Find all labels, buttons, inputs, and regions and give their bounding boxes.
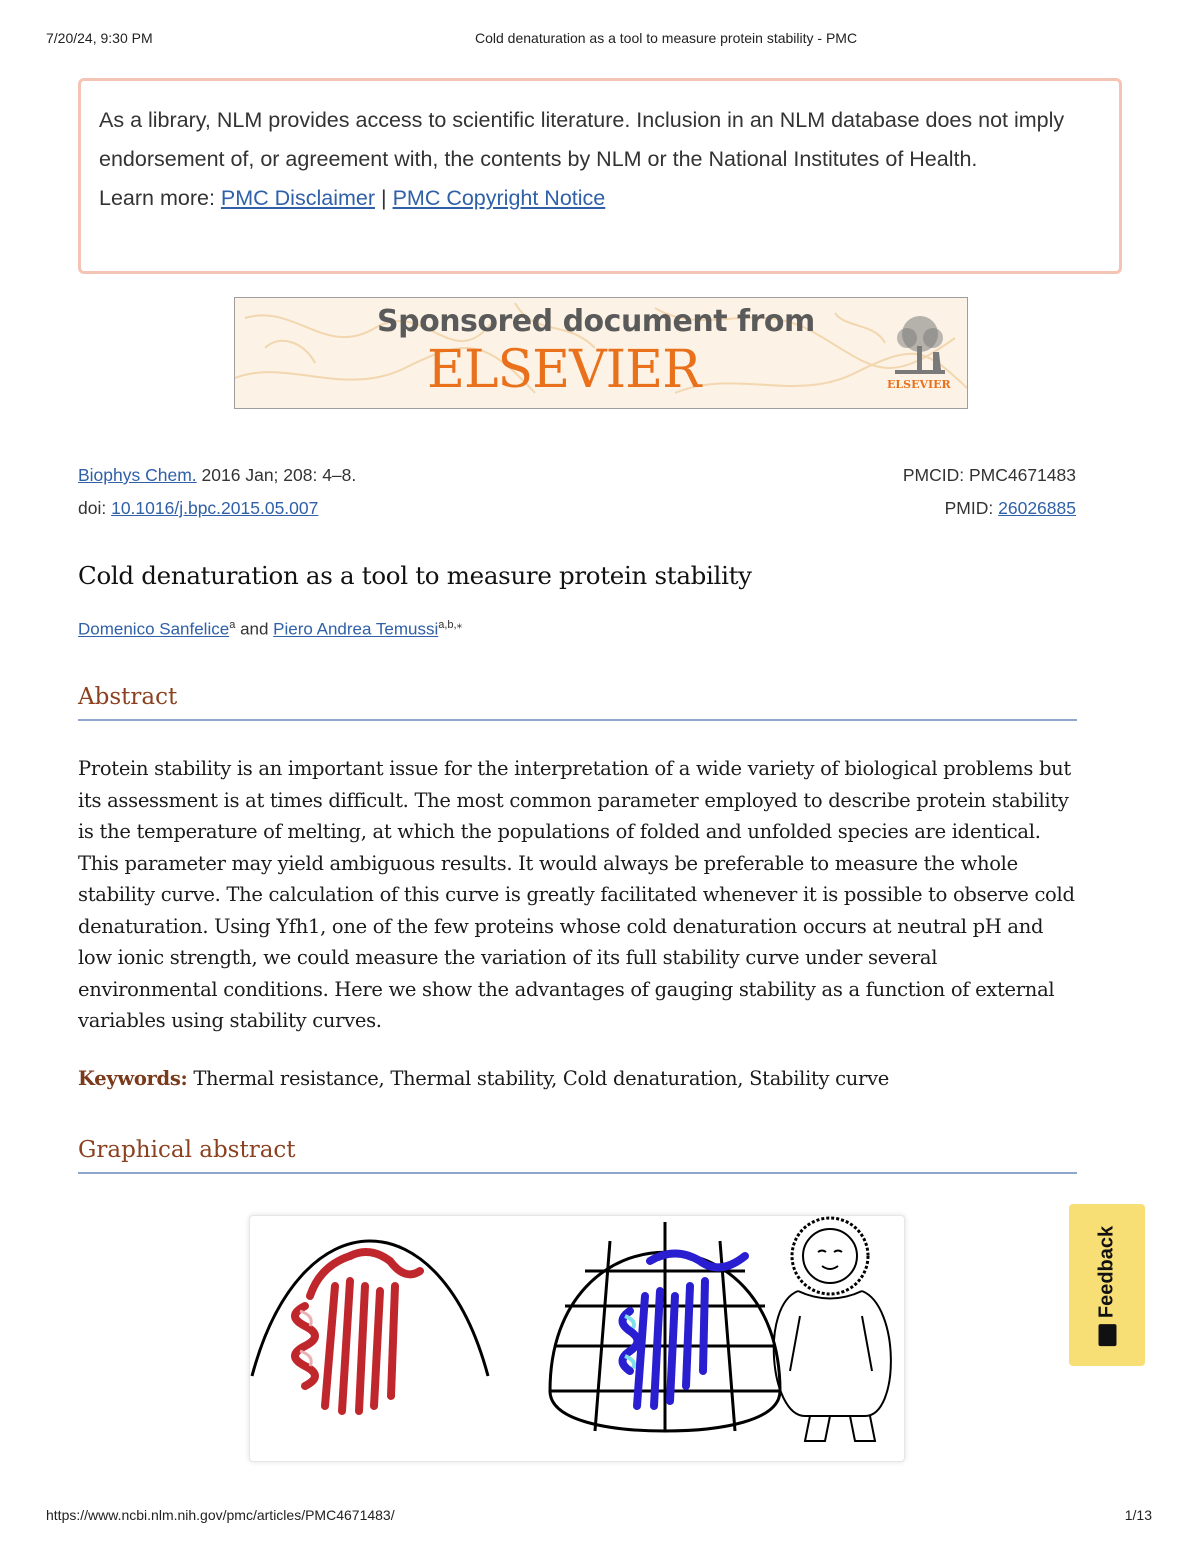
nlm-notice: [78, 78, 1122, 274]
citation-line: [78, 465, 356, 486]
author-list: [78, 618, 462, 640]
banner-line1: Sponsored document from: [377, 304, 815, 339]
author2-affiliation: a,b,⁎: [438, 619, 463, 631]
citation-date: 2016 Jan; 208: 4–8.: [201, 465, 357, 485]
feedback-label: Feedback: [1095, 1225, 1118, 1319]
sponsored-banner[interactable]: [234, 297, 968, 409]
red-protein-icon: [295, 1252, 420, 1411]
author-and: and: [240, 619, 269, 639]
banner-logo-text: ELSEVIER: [887, 378, 951, 391]
print-datetime: 7/20/24, 9:30 PM: [46, 30, 153, 46]
pmcid-value: PMC4671483: [968, 465, 1076, 485]
pmid-line: [945, 498, 1076, 519]
graphical-abstract-rule: [78, 1172, 1077, 1174]
abstract-text: Protein stability is an important issue for the interpretation of a wide variety of biological problems but its assessment is at times difficult. The most common parameter employed to describe protein stability is the temperature of melting, at which the populations of folded and unfolded species are identical. This parameter may yield ambiguous results. It would always be preferable to measure the whole stability curve. The calculation of this curve is greatly facilitated whenever it is possible to observe cold denaturation. Using Yfh1, one of the few proteins whose cold denaturation occurs at neutral pH and low ionic strength, we could measure the variation of its full stability curve under several environmental conditions. Here we show the advantages of gauging stability as a function of external variables using stability curves.: [78, 757, 1075, 1032]
banner-line2: ELSEVIER: [427, 340, 701, 400]
learn-more-label: Learn more:: [99, 186, 215, 210]
graphical-abstract-figure[interactable]: [249, 1215, 905, 1462]
notice-text: As a library, NLM provides access to scientific literature. Inclusion in an NLM database does not imply endorsement of, or agreement with, the contents by NLM or the National Institutes of Health.: [99, 108, 1065, 171]
pmcid-label: PMCID:: [902, 465, 965, 485]
doi-link[interactable]: 10.1016/j.bpc.2015.05.007: [111, 498, 319, 518]
pmcid-line: [903, 465, 1076, 486]
pmid-link[interactable]: 26026885: [998, 498, 1076, 518]
print-page-title: Cold denaturation as a tool to measure protein stability - PMC: [475, 30, 858, 46]
author-link-temussi[interactable]: Piero Andrea Temussi: [273, 619, 439, 639]
article-title: Cold denaturation as a tool to measure protein stability: [78, 561, 752, 590]
doi-label: doi:: [78, 498, 107, 518]
keywords-values: Thermal resistance, Thermal stability, Cold denaturation, Stability curve: [193, 1067, 890, 1090]
stability-curve-arc: [252, 1241, 488, 1376]
feedback-button[interactable]: [1069, 1204, 1145, 1366]
pmid-label: PMID:: [944, 498, 994, 518]
print-page-number: 1/13: [1124, 1507, 1152, 1523]
author1-affiliation: a: [229, 619, 236, 631]
print-url: https://www.ncbi.nlm.nih.gov/pmc/articles/PMC4671483/: [46, 1507, 395, 1523]
pmc-disclaimer-link[interactable]: PMC Disclaimer: [220, 186, 375, 210]
feedback-icon: [1098, 1324, 1116, 1346]
elsevier-tree-logo-icon: [885, 312, 955, 378]
keywords-label: Keywords:: [78, 1067, 188, 1090]
abstract-heading: Abstract: [78, 684, 178, 710]
keywords-line: [78, 1067, 889, 1090]
abstract-rule: [78, 719, 1077, 721]
graphical-abstract-illustration: [250, 1216, 904, 1461]
journal-link[interactable]: Biophys Chem.: [78, 465, 197, 485]
link-separator: |: [380, 186, 387, 210]
doi-line: [78, 498, 318, 519]
pmc-copyright-link[interactable]: PMC Copyright Notice: [392, 186, 606, 210]
author-link-sanfelice[interactable]: Domenico Sanfelice: [78, 619, 230, 639]
graphical-abstract-heading: Graphical abstract: [78, 1137, 296, 1163]
eskimo-figure-icon: [774, 1218, 891, 1441]
notice-learn-more: [99, 179, 1101, 218]
